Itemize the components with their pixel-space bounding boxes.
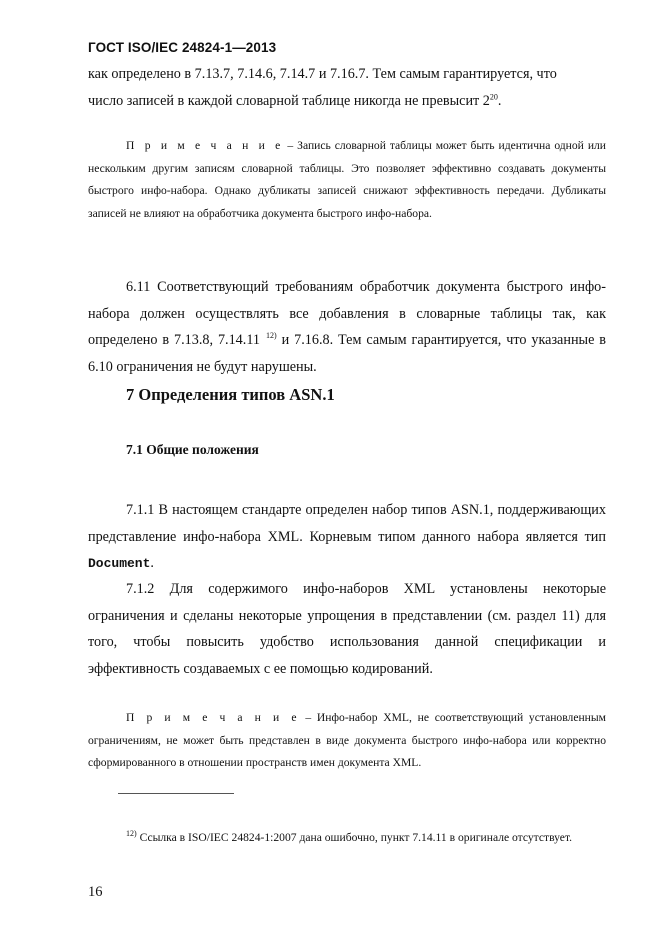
note-2 xyxy=(88,707,606,775)
paragraph-6-11-part1: 6.11 Соответствующий требованиям обработчик документа быстрого инфо-набора должен осуществлять все добавления в словарные таблицы так, как определено в 7.13.8, 7.14.11 xyxy=(88,279,606,348)
note-2-label: П р и м е ч а н и е xyxy=(126,711,300,724)
document-header: ГОСТ ISO/IEC 24824-1—2013 xyxy=(88,40,277,55)
section-7-heading: 7 Определения типов ASN.1 xyxy=(126,385,335,404)
paragraph-7-1-2: 7.1.2 Для содержимого инфо-наборов XML установлены некоторые ограничения и сделаны некоторые упрощения в представлении (см. раздел 11) для того, чтобы повысить удобство использования данной спецификации и эффективность создаваемых с ее помощью кодирований. xyxy=(88,581,606,677)
exponent: 20 xyxy=(489,91,498,101)
footnote-ref-12: 12) xyxy=(266,331,277,341)
code-document: Document xyxy=(88,556,151,571)
paragraph-intro-line1: как определено в 7.13.7, 7.14.6, 7.14.7 и 7.16.7. Тем самым гарантируется, что xyxy=(88,66,557,82)
note-1 xyxy=(88,135,606,225)
paragraph-intro xyxy=(88,61,606,114)
page-number: 16 xyxy=(88,884,103,900)
paragraph-6-11-part2: и 7.16.8. Тем самым гарантируется, что указанные в 6.10 ограничения не будут нарушены. xyxy=(88,332,606,375)
paragraph-6-11 xyxy=(88,274,606,380)
note-1-text: – Запись словарной таблицы может быть идентична одной или нескольким другим записям словарной таблицы. Это позволяет эффективно создавать документы быстрого инфо-набора. Однако дубликаты записей снижают эффективность передачи. Дубликаты записей не влияют на обработчика документа быстрого инфо-набора. xyxy=(88,139,607,220)
note-1-label: П р и м е ч а н и е xyxy=(126,139,284,152)
paragraph-7-1-1 xyxy=(88,497,606,578)
footnote-12 xyxy=(88,827,606,850)
footnote-mark: 12) xyxy=(126,829,137,839)
footnote-text: Ссылка в ISO/IEC 24824-1:2007 дана ошибочно, пункт 7.14.11 в оригинале отсутствует. xyxy=(136,831,573,844)
paragraph-7-1-1-end: . xyxy=(150,555,154,571)
footnote-separator xyxy=(118,793,234,794)
section-7-1-heading: 7.1 Общие положения xyxy=(126,442,259,457)
paragraph-intro-line2-end: . xyxy=(497,92,502,109)
paragraph-7-1-1-text: 7.1.1 В настоящем стандарте определен набор типов ASN.1, поддерживающих представление инфо-набора XML. Корневым типом данного набора является тип xyxy=(88,502,606,545)
paragraph-intro-line2-text: число записей в каждой словарной таблице никогда не превысит 2 xyxy=(88,92,490,109)
note-2-text: – Инфо-набор XML, не соответствующий установленным ограничениям, не может быть представлен в виде документа быстрого инфо-набора или корректно сформированного в отношении пространств имен документа XML. xyxy=(88,711,606,769)
paragraph-intro-line2 xyxy=(88,88,606,115)
